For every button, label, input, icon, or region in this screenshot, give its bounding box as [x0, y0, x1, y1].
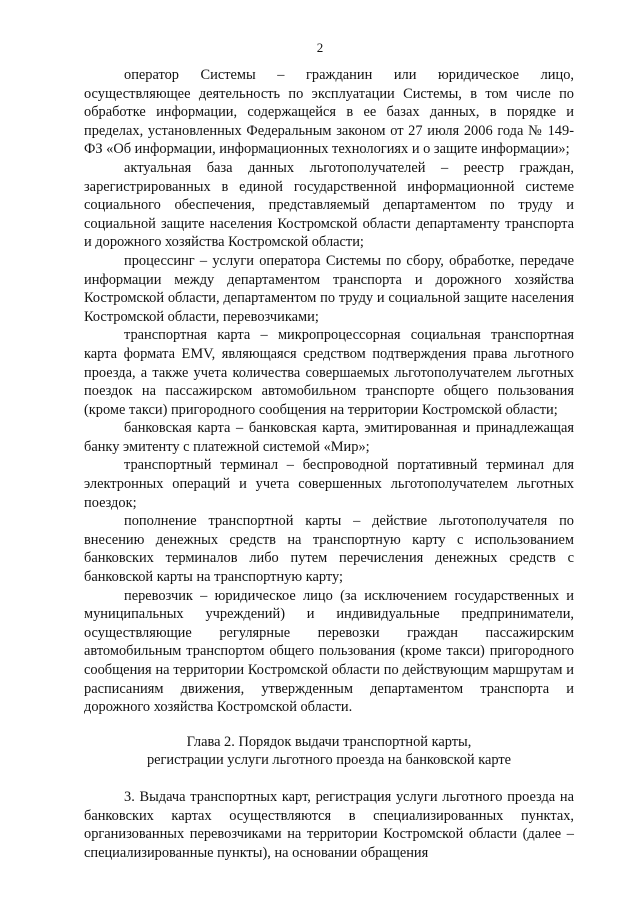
page-number: 2: [316, 40, 324, 55]
definition-transport-card: транспортная карта – микропроцессорная социальная транспортная карта формата EMV, являющаяся средством подтверждения права льготного проезда, а также учета количества совершаемых льготополучателем льготных поездок на пассажирском автомобильном транспорте общего пользования (кроме такси) пригородного сообщения на территории Костромской области;: [84, 327, 574, 418]
definition-terminal: транспортный терминал – беспроводной портативный терминал для электронных операций и учета совершенных льготополучателем льготных поездок;: [84, 457, 574, 511]
definition-bank-card: банковская карта – банковская карта, эмитированная и принадлежащая банку эмитенту с платежной системой «Мир»;: [84, 420, 574, 455]
definition-card-topup: пополнение транспортной карты – действие льготополучателя по внесению денежных средств на транспортную карту с использованием банковских терминалов либо путем перечисления денежных средств с банковской карты на транспортную карту;: [84, 513, 574, 586]
definition-database: актуальная база данных льготополучателей – реестр граждан, зарегистрированных в единой государственной информационной системе социального обеспечения, представляемый департаментом по труду и социальной защите населения Костромской области департаменту транспорта и дорожного хозяйства Костромской области;: [84, 159, 574, 251]
chapter-heading: [84, 733, 574, 770]
chapter-title-line2: регистрации услуги льготного проезда на банковской карте: [146, 752, 512, 769]
definition-processing: процессинг – услуги оператора Системы по сбору, обработке, передаче информации между департаментом транспорта и дорожного хозяйства Костромской области, департаментом по труду и социальной защите населения Костромской области, перевозчиками;: [84, 252, 574, 325]
definition-carrier: перевозчик – юридическое лицо (за исключением государственных и муниципальных учреждений) и индивидуальные предприниматели, осуществляющие регулярные перевозки граждан пассажирским автомобильным транспортом общего пользования (кроме такси) пригородного сообщения на территории Костромской области по действующим маршрутам и расписаниям движения, утвержденным департаментом транспорта и дорожного хозяйства Костромской области.: [84, 587, 574, 716]
clause-3: 3. Выдача транспортных карт, регистрация услуги льготного проезда на банковских картах осуществляются в специализированных пунктах, организованных перевозчиками на территории Костромской области (далее – специализированные пункты), на основании обращения: [84, 788, 574, 861]
definition-operator: оператор Системы – гражданин или юридическое лицо, осуществляющее деятельность по эксплуатации Системы, в том числе по обработке информации, содержащейся в ее базах данных, в порядке и пределах, установленных Федеральным законом от 27 июля 2006 года № 149-ФЗ «Об информации, информационных технологиях и о защите информации»;: [84, 67, 574, 158]
document-body: [84, 66, 574, 862]
chapter-title-line1: Глава 2. Порядок выдачи транспортной карты,: [186, 733, 472, 750]
